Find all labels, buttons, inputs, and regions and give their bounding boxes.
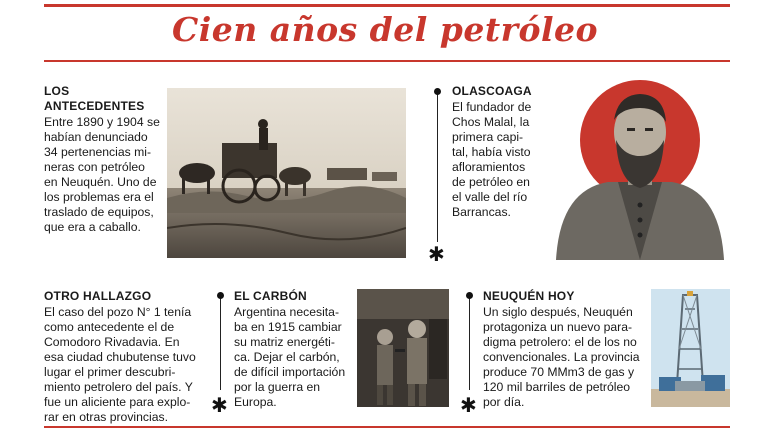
- neuquen-hoy-heading: NEUQUÉN HOY: [483, 289, 575, 303]
- title-underline-rule: [44, 60, 730, 62]
- otro-hallazgo-heading: OTRO HALLAZGO: [44, 289, 152, 303]
- olascoaga-block: [452, 84, 552, 220]
- horse-transport-illustration: [167, 88, 406, 258]
- page-title: Cien años del petróleo: [171, 10, 599, 49]
- top-rule: [44, 4, 730, 7]
- asterisk-icon: ✱: [460, 393, 477, 417]
- asterisk-icon: ✱: [428, 242, 445, 266]
- olascoaga-heading: OLASCOAGA: [452, 84, 532, 98]
- carbon-text: Argentina necesita- ba en 1915 cambiar su matriz energéti- ca. Dejar el carbón, de difícil importación por la guerra en Europa.: [234, 305, 346, 409]
- dot-icon: [466, 292, 473, 299]
- olascoaga-portrait-illustration: [548, 70, 730, 260]
- carbon-divider-line: [220, 296, 221, 390]
- otro-hallazgo-text: El caso del pozo N° 1 tenía como antecedente el de Comodoro Rivadavia. En esa ciudad chubutense tuvo lugar el primer descubri- miento petrolero del país. Y fue un aliciente para explo- rar en otras provincias.: [44, 305, 196, 424]
- drilling-rig-illustration: [651, 289, 730, 407]
- olascoaga-divider-line: [437, 92, 438, 242]
- otro-hallazgo-block: [44, 289, 214, 425]
- carbon-heading: EL CARBÓN: [234, 289, 307, 303]
- coal-miners-photo: [357, 289, 449, 407]
- antecedentes-text: Entre 1890 y 1904 se habían denunciado 34 pertenencias mi- neras con petróleo en Neuquén. Uno de los problemas era el traslado de equipos, que era a caballo.: [44, 115, 160, 234]
- horse-transport-photo: [167, 88, 406, 258]
- asterisk-icon: ✱: [211, 393, 228, 417]
- neuquen-hoy-text: Un siglo después, Neuquén protagoniza un nuevo para- digma petrolero: el de los no convencionales. La provincia produce 70 MMm3 de gas y 120 mil barriles de petróleo por día.: [483, 305, 640, 409]
- coal-miners-illustration: [357, 289, 449, 407]
- antecedentes-heading: LOS ANTECEDENTES: [44, 84, 145, 113]
- olascoaga-portrait: [548, 70, 730, 260]
- carbon-block: [234, 289, 352, 410]
- dot-icon: [434, 88, 441, 95]
- antecedentes-block: [44, 84, 164, 235]
- bottom-rule: [44, 426, 730, 428]
- olascoaga-text: El fundador de Chos Malal, la primera capi- tal, había visto afloramientos de petróleo en el valle del río Barrancas.: [452, 100, 532, 219]
- neuquen-hoy-block: [483, 289, 643, 410]
- neuquen-divider-line: [469, 296, 470, 390]
- dot-icon: [217, 292, 224, 299]
- drilling-rig-photo: [651, 289, 730, 407]
